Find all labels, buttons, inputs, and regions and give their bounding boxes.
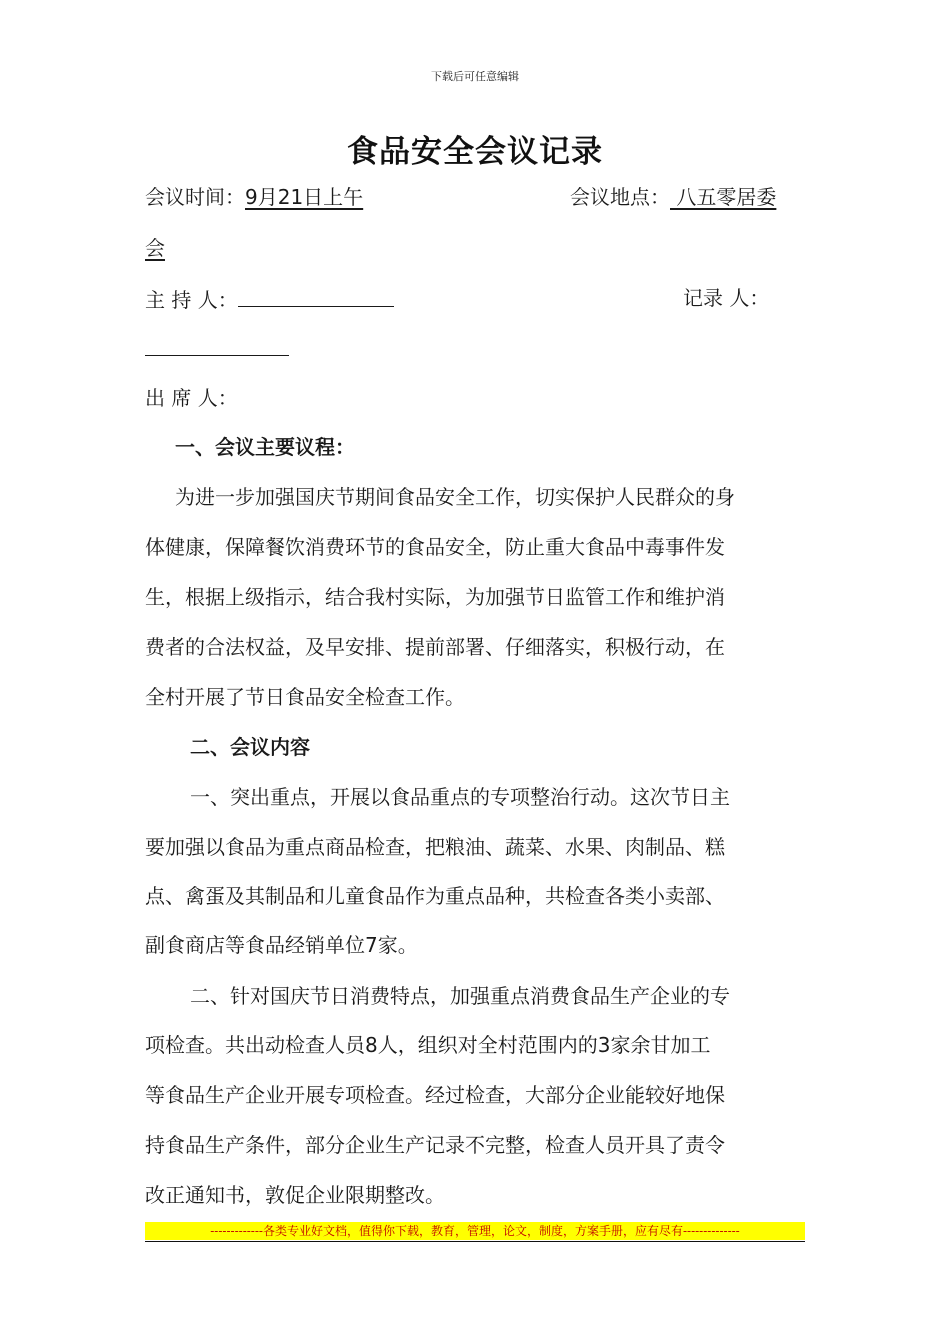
item1-line: 副食商店等食品经销单位7家。 <box>145 933 418 957</box>
section2-heading: 二、会议内容 <box>190 735 310 759</box>
host-blank <box>238 284 394 307</box>
meeting-place-row <box>570 183 776 211</box>
meeting-place-value: 八五零居委 <box>670 185 777 209</box>
meeting-time-label: 会议时间： <box>145 185 245 209</box>
section1-line: 为进一步加强国庆节期间食品安全工作，切实保护人民群众的身 <box>175 485 735 509</box>
host-row <box>145 284 394 314</box>
section1-line: 全村开展了节日食品安全检查工作。 <box>145 685 465 709</box>
item2-line: 持食品生产条件，部分企业生产记录不完整，检查人员开具了责令 <box>145 1133 725 1157</box>
item2-line: 等食品生产企业开展专项检查。经过检查，大部分企业能较好地保 <box>145 1083 725 1107</box>
attendees-label: 出 席 人： <box>145 386 238 410</box>
section1-line: 体健康，保障餐饮消费环节的食品安全，防止重大食品中毒事件发 <box>145 535 725 559</box>
recorder-row <box>683 284 769 312</box>
section1-line: 费者的合法权益，及早安排、提前部署、仔细落实，积极行动，在 <box>145 635 725 659</box>
host-label: 主 持 人： <box>145 288 238 312</box>
item2-line: 项检查。共出动检查人员8人，组织对全村范围内的3家余甘加工 <box>145 1033 711 1057</box>
attendees-row <box>145 384 238 412</box>
meeting-place-continuation <box>145 234 165 262</box>
section1-line: 生，根据上级指示，结合我村实际，为加强节日监管工作和维护消 <box>145 585 725 609</box>
section1-heading: 一、会议主要议程： <box>175 435 355 459</box>
item2-line: 二、针对国庆节日消费特点，加强重点消费食品生产企业的专 <box>190 984 730 1008</box>
item1-line: 要加强以食品为重点商品检查，把粮油、蔬菜、水果、肉制品、糕 <box>145 835 725 859</box>
footer-banner: -------------各类专业好文档，值得你下载，教育，管理，论文，制度，方案手册，应有尽有-------------- <box>145 1222 805 1240</box>
item1-line: 点、禽蛋及其制品和儿童食品作为重点品种，共检查各类小卖部、 <box>145 884 725 908</box>
recorder-blank-row <box>145 333 289 363</box>
recorder-blank <box>145 333 289 356</box>
footer-divider <box>145 1241 805 1242</box>
page-header-note: 下载后可任意编辑 <box>431 70 519 83</box>
meeting-time-row <box>145 183 363 211</box>
recorder-label: 记录 人： <box>683 286 770 310</box>
item2-line: 改正通知书，敦促企业限期整改。 <box>145 1183 445 1207</box>
item1-line: 一、突出重点，开展以食品重点的专项整治行动。这次节日主 <box>190 785 730 809</box>
meeting-time-value: 9月21日上午 <box>245 185 364 209</box>
meeting-place-value-cont: 会 <box>145 236 165 260</box>
meeting-place-label: 会议地点： <box>570 185 670 209</box>
document-title: 食品安全会议记录 <box>347 134 603 170</box>
